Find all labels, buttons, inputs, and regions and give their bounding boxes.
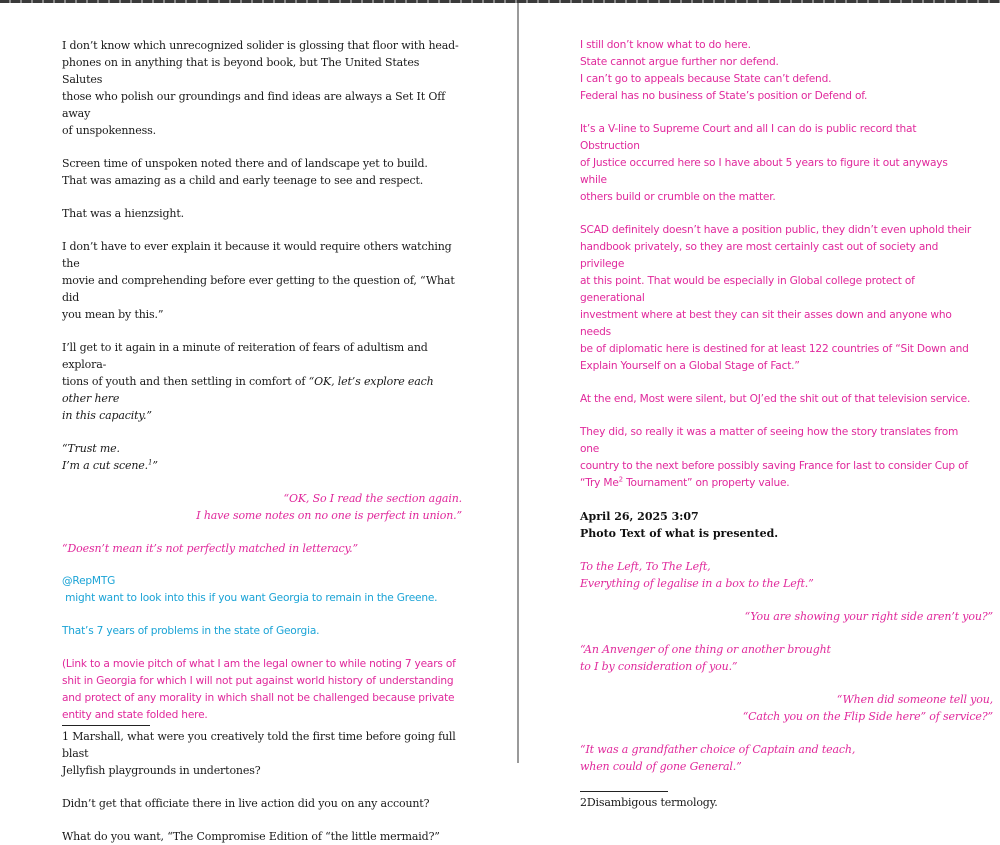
- text-segment: ”: [152, 459, 158, 472]
- text-line: That was amazing as a child and early teenage to see and respect.: [62, 174, 424, 187]
- text-line: investment where at best they can sit their asses down and anyone who needs: [580, 309, 952, 338]
- footnote-rule: [580, 791, 668, 792]
- text-line: [580, 475, 977, 492]
- quote-to-the-left: [580, 558, 977, 592]
- footnote-2: [580, 794, 977, 811]
- text-line: to I by consideration of you.”: [580, 660, 738, 673]
- text-line: of Justice occurred here so I have about 5 years to figure it out anyways while: [580, 157, 948, 186]
- text-segment: I’m a cut scene.: [62, 459, 148, 472]
- text-line: To the Left, To The Left,: [580, 560, 711, 573]
- text-line: SCAD definitely doesn’t have a position public, they didn’t even uphold their: [580, 224, 972, 236]
- quote-right-side: [580, 608, 993, 625]
- paragraph-reiteration: [62, 339, 462, 424]
- text-line: movie and comprehending before ever getting to the question of, “What did: [62, 274, 455, 304]
- text-line: Federal has no business of State’s position or Defend of.: [580, 90, 868, 102]
- paragraph-unrecognized-soldier: [62, 37, 462, 139]
- text-line: Jellyfish playgrounds in undertones?: [62, 764, 261, 777]
- text-line: I still don’t know what to do here.: [580, 39, 751, 51]
- text-line: “An Anvenger of one thing or another brought: [580, 643, 831, 656]
- text-line: I can’t go to appeals because State can’t defend.: [580, 73, 832, 85]
- text-line: of unspokenness.: [62, 124, 156, 137]
- text-line: That was a hienzsight.: [62, 207, 184, 220]
- paragraph-hindsight: [62, 205, 462, 222]
- text-line: What do you want, “The Compromise Edition of “the little mermaid?”: [62, 830, 440, 843]
- paragraph-explain: [62, 238, 462, 323]
- text-line: “You are showing your right side aren’t you?”: [744, 610, 993, 623]
- photo-heading: [580, 508, 977, 542]
- quote-letteracy: [62, 540, 462, 557]
- text-line: you mean by this.”: [62, 308, 164, 321]
- text-line: when could of gone General.”: [580, 760, 742, 773]
- quote-read-section: [62, 490, 462, 524]
- footnote-ref-2[interactable]: 2: [618, 475, 623, 484]
- text-line: State cannot argue further nor defend.: [580, 56, 779, 68]
- text-line: Everything of legalise in a box to the Left.”: [580, 577, 814, 590]
- text-line: entity and state folded here.: [62, 709, 208, 721]
- text-line: I don’t have to ever explain it because it would require others watching the: [62, 240, 452, 270]
- text-line: 2Disambigous termology.: [580, 796, 718, 809]
- text-line: [62, 457, 462, 474]
- text-line: They did, so really it was a matter of seeing how the story translates from one: [580, 426, 959, 455]
- text-line: be of diplomatic here is destined for at least 122 countries of “Sit Down and: [580, 343, 969, 355]
- right-page: [519, 3, 1000, 809]
- paragraph-seven-years: [62, 623, 462, 640]
- text-line: That’s 7 years of problems in the state of Georgia.: [62, 625, 320, 637]
- left-page: [0, 3, 517, 843]
- text-line: “It was a grandfather choice of Captain and teach,: [580, 743, 856, 756]
- paragraph-movie-pitch: [62, 656, 462, 724]
- paragraph-screen-time: [62, 155, 462, 189]
- text-line: I don’t know which unrecognized solider is glossing that floor with head-: [62, 39, 459, 52]
- subheading: Photo Text of what is presented.: [580, 527, 779, 540]
- text-line: those who polish our groundings and find ideas are always a Set It Off away: [62, 90, 446, 120]
- text-line: “Trust me.: [62, 442, 120, 455]
- text-line: might want to look into this if you want Georgia to remain in the Greene.: [62, 592, 438, 604]
- text-line: (Link to a movie pitch of what I am the legal owner to while noting 7 years of: [62, 658, 456, 670]
- text-line: “OK, So I read the section again.: [283, 492, 462, 505]
- left-column: [62, 37, 462, 845]
- text-line: At the end, Most were silent, but OJ’ed the shit out of that television service.: [580, 393, 971, 405]
- text-segment: Tournament” on property value.: [622, 477, 790, 489]
- text-line: I’ll get to it again in a minute of reiteration of fears of adultism and explora-: [62, 341, 428, 371]
- quote-grandfather: [580, 741, 977, 775]
- text-line: [62, 373, 462, 407]
- text-line: It’s a V-line to Supreme Court and all I can do is public record that Obstruction: [580, 123, 917, 152]
- text-segment: “Try Me: [580, 477, 619, 489]
- text-line: Screen time of unspoken noted there and of landscape yet to build.: [62, 157, 428, 170]
- paragraph-v-line: [580, 121, 977, 206]
- text-line: 1 Marshall, what were you creatively told the first time before going full blast: [62, 730, 456, 760]
- text-line: others build or crumble on the matter.: [580, 191, 776, 203]
- mention-link[interactable]: @RepMTG: [62, 575, 116, 587]
- text-line: “When did someone tell you,: [836, 693, 993, 706]
- text-line: handbook privately, so they are most certainly cast out of society and privilege: [580, 241, 939, 270]
- footnote-1: [62, 728, 462, 779]
- paragraph-they-did: [580, 424, 977, 492]
- paragraph-at-the-end: [580, 391, 977, 408]
- text-line: country to the next before possibly saving France for last to consider Cup of: [580, 460, 968, 472]
- footnote-officiate: [62, 795, 462, 812]
- text-line: and protect of any morality in which shall not be challenged because private: [62, 692, 455, 704]
- text-line: shit in Georgia for which I will not put against world history of understanding: [62, 675, 454, 687]
- footnote-compromise: [62, 828, 462, 845]
- footnote-rule: [62, 725, 150, 726]
- date-heading: April 26, 2025 3:07: [580, 510, 699, 523]
- quote-avenger: [580, 641, 977, 675]
- italic-line: in this capacity.”: [62, 409, 152, 422]
- text-line: Explain Yourself on a Global Stage of Fact.”: [580, 360, 800, 372]
- paragraph-dont-know: [580, 37, 977, 105]
- text-line: at this point. That would be especially in Global college protect of generational: [580, 275, 915, 304]
- text-line: Didn’t get that officiate there in live action did you on any account?: [62, 797, 430, 810]
- quote-flip-side: [580, 691, 993, 725]
- paragraph-mention: [62, 573, 462, 607]
- paragraph-scad: [580, 222, 977, 375]
- text-line: I have some notes on no one is perfect in union.”: [196, 509, 462, 522]
- text-line: “Doesn’t mean it’s not perfectly matched in letteracy.”: [62, 542, 358, 555]
- text-segment: tions of youth and then settling in comfort of: [62, 375, 309, 388]
- text-line: “Catch you on the Flip Side here” of service?”: [742, 710, 993, 723]
- footnote-ref-1[interactable]: 1: [148, 458, 153, 467]
- right-column: [580, 37, 993, 811]
- italic-segment: “OK, let’s explore each other here: [62, 375, 434, 405]
- text-line: phones on in anything that is beyond book, but The United States Salutes: [62, 56, 420, 86]
- quote-trust-me: [62, 440, 462, 474]
